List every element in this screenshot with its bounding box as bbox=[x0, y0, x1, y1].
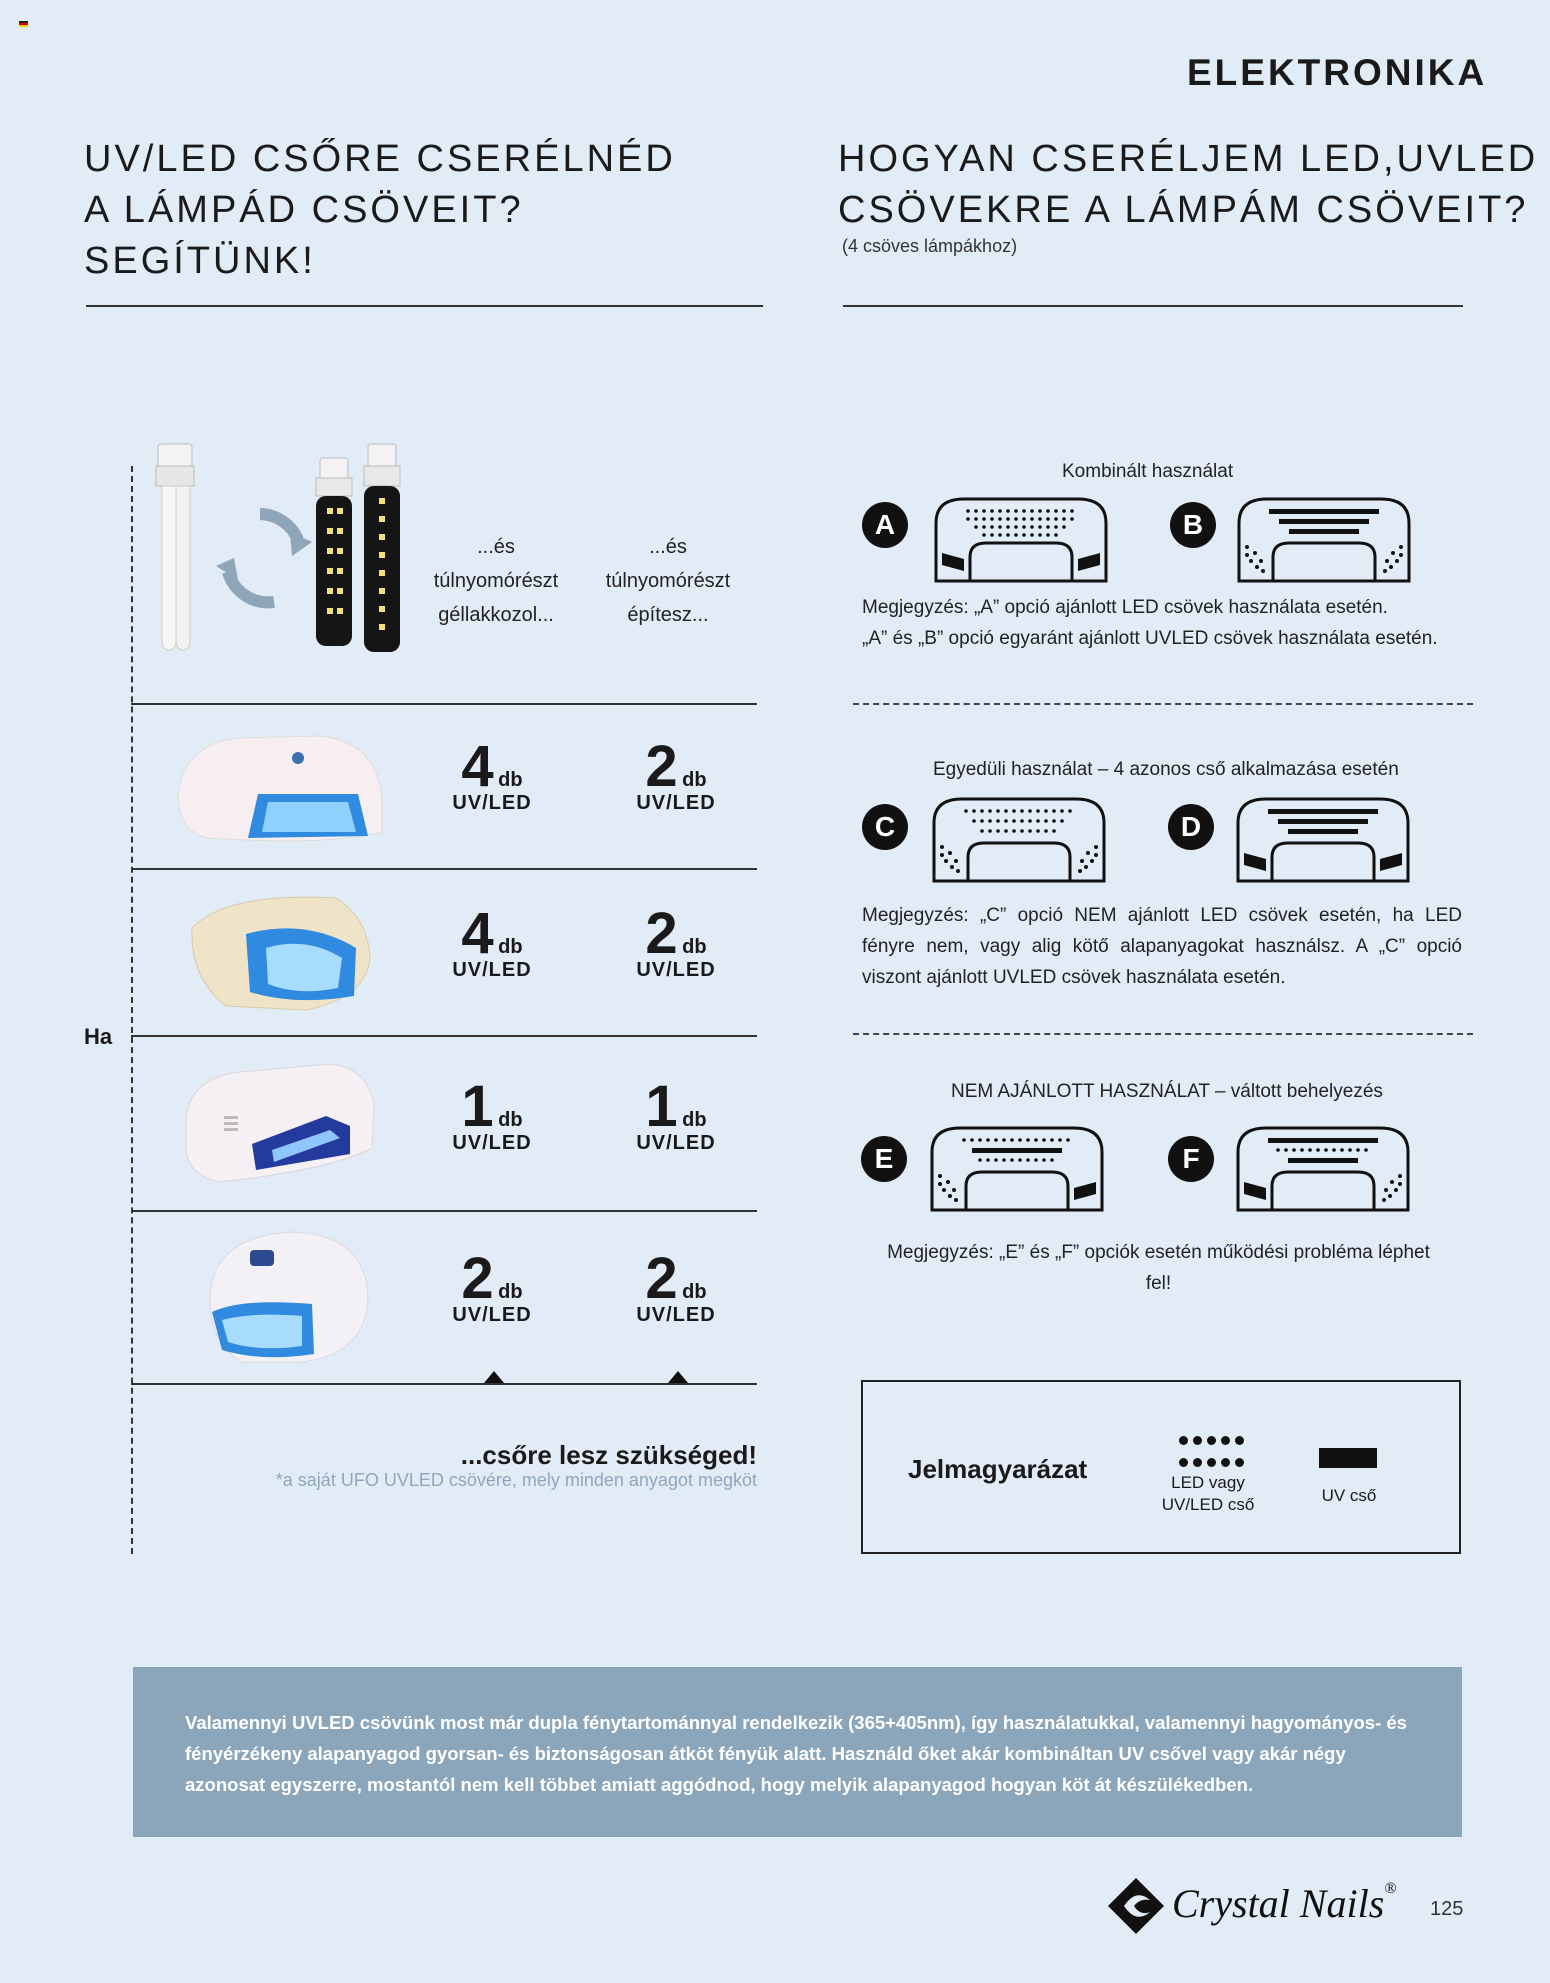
combined-use-note bbox=[862, 592, 1438, 654]
row-4-gel-number: 2 bbox=[461, 1246, 494, 1311]
row-2-gel-unit: db bbox=[498, 936, 523, 958]
section-divider bbox=[853, 1033, 1473, 1035]
lamp-diagram-d bbox=[1236, 797, 1410, 883]
row-3-build-number: 1 bbox=[645, 1074, 678, 1139]
row-1-build-count bbox=[616, 734, 736, 815]
column-header-build-line-2: túlnyomórészt bbox=[605, 570, 731, 592]
lamp-diagram-f bbox=[1236, 1126, 1410, 1212]
single-use-note: Megjegyzés: „C” opció NEM ajánlott LED csövek esetén, ha LED fényre nem, vagy alig kötő alapanyagokat használsz. A „C” opció viszont ajánlott UVLED csövek használata esetén. bbox=[862, 905, 1462, 988]
row-3-gel-type: UV/LED bbox=[452, 1132, 532, 1154]
tube-swap-illustration bbox=[150, 440, 420, 655]
row-3-gel-number: 1 bbox=[461, 1074, 494, 1139]
led-dots-icon bbox=[1179, 1432, 1249, 1472]
row-2-gel-count bbox=[432, 901, 552, 982]
legend-title: Jelmagyarázat bbox=[908, 1454, 1088, 1484]
legend-box bbox=[861, 1380, 1461, 1554]
uv-tube-bar-icon bbox=[1319, 1448, 1377, 1468]
brand-logo-text bbox=[1172, 1880, 1396, 1927]
option-badge-d: D bbox=[1168, 804, 1214, 850]
column-header-build-line-1: ...és bbox=[649, 536, 687, 558]
row-4-build-count bbox=[616, 1246, 736, 1327]
left-heading-line-2: A LÁMPÁD CSÖVEIT? bbox=[84, 189, 524, 231]
row-4-gel-unit: db bbox=[498, 1281, 523, 1303]
crystal-nails-logo-icon bbox=[1106, 1876, 1168, 1936]
needed-tube-callout: ...csőre lesz szükséged! bbox=[460, 1440, 757, 1470]
row-2-build-number: 2 bbox=[645, 901, 678, 966]
right-heading bbox=[838, 134, 1538, 236]
row-3-build-type: UV/LED bbox=[636, 1132, 716, 1154]
page-number: 125 bbox=[1430, 1898, 1464, 1920]
row-3-build-count bbox=[616, 1074, 736, 1155]
single-use-caption: Egyedüli használat – 4 azonos cső alkalmazása esetén bbox=[933, 759, 1399, 780]
lamp-diagram-b bbox=[1237, 497, 1411, 583]
left-heading bbox=[84, 134, 676, 287]
combined-use-caption: Kombinált használat bbox=[1062, 461, 1234, 482]
language-flag-icon bbox=[19, 21, 28, 27]
row-4-build-number: 2 bbox=[645, 1246, 678, 1311]
right-heading-line-1: HOGYAN CSERÉLJEM LED,UVLED bbox=[838, 138, 1539, 180]
table-row-divider bbox=[131, 1035, 757, 1037]
option-badge-c: C bbox=[862, 804, 908, 850]
row-1-build-number: 2 bbox=[645, 734, 678, 799]
registered-mark: ® bbox=[1384, 1880, 1397, 1897]
info-banner bbox=[133, 1667, 1462, 1837]
section-divider bbox=[853, 703, 1473, 705]
row-2-gel-type: UV/LED bbox=[452, 959, 532, 981]
right-heading-line-2: CSÖVEKRE A LÁMPÁM CSÖVEIT? bbox=[838, 189, 1529, 231]
table-vertical-dashed-axis bbox=[131, 466, 133, 1554]
table-row-divider bbox=[131, 703, 757, 705]
combined-use-note-line-2: „A” és „B” opció egyaránt ajánlott UVLED csövek használata esetén. bbox=[862, 628, 1438, 649]
left-heading-line-1: UV/LED CSŐRE CSERÉLNÉD bbox=[84, 138, 676, 180]
option-badge-f: F bbox=[1168, 1136, 1214, 1182]
lamp-diagram-a bbox=[934, 497, 1108, 583]
led-legend-label-line-2: UV/LED cső bbox=[1161, 1495, 1255, 1514]
row-3-build-unit: db bbox=[682, 1109, 707, 1131]
brand-name: Crystal Nails bbox=[1172, 1881, 1385, 1926]
option-badge-e: E bbox=[861, 1136, 907, 1182]
row-2-build-type: UV/LED bbox=[636, 959, 716, 981]
pointer-triangle-icon bbox=[484, 1371, 504, 1383]
column-header-building bbox=[588, 530, 748, 632]
info-banner-text: Valamennyi UVLED csövünk most már dupla fénytartománnyal rendelkezik (365+405nm), így használatukkal, valamennyi hagyományos- és fényérzékeny alapanyagod gyorsan- és biztonságosan átköt fényük alatt. Használd őket akár kombináltan UV csővel vagy akár négy azonosat egyszerre, mostantól nem kell többet amiatt aggódnod, hogy melyik alapanyagod hogyan köt át készülékedben. bbox=[185, 1712, 1407, 1795]
column-header-build-line-3: építesz... bbox=[627, 604, 709, 626]
uv-legend-label: UV cső bbox=[1321, 1486, 1377, 1505]
left-heading-line-3: SEGÍTÜNK! bbox=[84, 240, 316, 282]
row-1-gel-type: UV/LED bbox=[452, 792, 532, 814]
uv-lamp-image-4 bbox=[202, 1228, 372, 1368]
ufo-footnote: *a saját UFO UVLED csövére, mely minden anyagot megköt bbox=[275, 1470, 757, 1490]
table-row-divider bbox=[131, 1210, 757, 1212]
row-2-build-count bbox=[616, 901, 736, 982]
table-row-divider bbox=[131, 1383, 757, 1385]
not-recommended-note: Megjegyzés: „E” és „F” opciók esetén működési probléma léphet fel! bbox=[887, 1242, 1430, 1294]
column-header-gel-polish bbox=[416, 530, 576, 632]
option-badge-a: A bbox=[862, 502, 908, 548]
row-group-label: Ha bbox=[84, 1024, 113, 1049]
row-1-gel-unit: db bbox=[498, 769, 523, 791]
pointer-triangle-icon bbox=[668, 1371, 688, 1383]
row-3-gel-unit: db bbox=[498, 1109, 523, 1131]
row-1-build-type: UV/LED bbox=[636, 792, 716, 814]
row-4-build-type: UV/LED bbox=[636, 1304, 716, 1326]
right-heading-rule bbox=[843, 305, 1463, 307]
uv-lamp-image-3 bbox=[180, 1058, 380, 1188]
not-recommended-caption: NEM AJÁNLOTT HASZNÁLAT – váltott behelyezés bbox=[951, 1081, 1383, 1102]
left-heading-rule bbox=[86, 305, 763, 307]
column-header-gel-line-2: túlnyomórészt bbox=[433, 570, 559, 592]
row-4-build-unit: db bbox=[682, 1281, 707, 1303]
row-3-gel-count bbox=[432, 1074, 552, 1155]
row-2-gel-number: 4 bbox=[461, 901, 494, 966]
combined-use-note-line-1: Megjegyzés: „A” opció ajánlott LED csövek használata esetén. bbox=[862, 597, 1388, 618]
table-row-divider bbox=[131, 868, 757, 870]
lamp-diagram-c bbox=[932, 797, 1106, 883]
row-4-gel-type: UV/LED bbox=[452, 1304, 532, 1326]
column-header-gel-line-3: géllakkozol... bbox=[438, 604, 554, 626]
section-title: ELEKTRONIKA bbox=[1187, 52, 1488, 93]
row-2-build-unit: db bbox=[682, 936, 707, 958]
row-1-build-unit: db bbox=[682, 769, 707, 791]
led-legend-label-line-1: LED vagy bbox=[1171, 1473, 1245, 1492]
row-1-gel-count bbox=[432, 734, 552, 815]
led-legend-label bbox=[1153, 1472, 1263, 1516]
row-4-gel-count bbox=[432, 1246, 552, 1327]
uv-lamp-image-1 bbox=[168, 728, 408, 848]
right-heading-subtitle: (4 csöves lámpákhoz) bbox=[842, 236, 1018, 256]
lamp-diagram-e bbox=[930, 1126, 1104, 1212]
column-header-gel-line-1: ...és bbox=[477, 536, 515, 558]
option-badge-b: B bbox=[1170, 502, 1216, 548]
uv-lamp-image-2 bbox=[186, 888, 376, 1018]
row-1-gel-number: 4 bbox=[461, 734, 494, 799]
